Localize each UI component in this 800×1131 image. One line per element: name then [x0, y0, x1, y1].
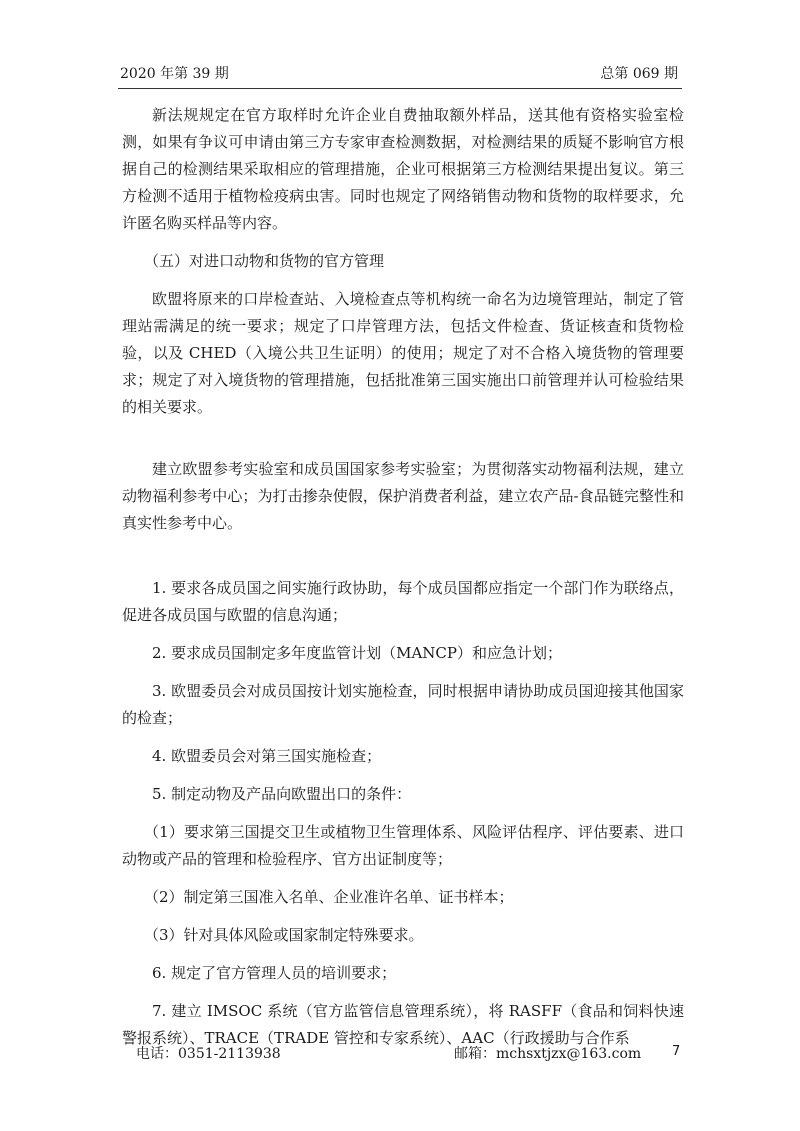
list-item-4: 4. 欧盟委员会对第三国实施检查； [152, 747, 382, 765]
paragraph-border-stations: 欧盟将原来的口岸检查站、入境检查点等机构统一命名为边境管理站，制定了管理站需满足的统一要求；规定了口岸管理方法，包括文件检查、货证核查和货物检验，以及 CHED（入境公共卫生证明）的使用；规定了对不合格入境货物的管理要求；规定了对入境货物的管理措施，包括批准第三国实施出口前管理并认可检验结果的相关要求。 [122, 290, 684, 416]
section-heading-import-management: （五）对进口动物和货物的官方管理 [144, 252, 385, 270]
page-header [118, 62, 682, 89]
email-label: 邮箱：mchsxtjzx@163.com [454, 1046, 642, 1062]
list-item-6: 6. 规定了官方管理人员的培训要求； [152, 964, 397, 982]
paragraph-sampling: 新法规规定在官方取样时允许企业自费抽取额外样品，送其他有资格实验室检测，如果有争议可申请由第三方专家审查检测数据，对检测结果的质疑不影响官方根据自己的检测结果采取相应的管理措施，企业可根据第三方检测结果提出复议。第三方检测不适用于植物检疫病虫害。同时也规定了网络销售动物和货物的取样要求，允许匿名购买样品等内容。 [122, 106, 684, 232]
list-item-2: 2. 要求成员国制定多年度监管计划（MANCP）和应急计划； [152, 644, 562, 662]
list-item-7: 7. 建立 IMSOC 系统（官方监管信息管理系统），将 RASFF（食品和饲料快速警报系统）、TRACE（TRADE 管控和专家系统）、AAC（行政援助与合作系 [122, 1002, 684, 1047]
sub-item-3: （3）针对具体风险或国家制定特殊要求。 [144, 926, 424, 944]
article-body [122, 102, 684, 1063]
sub-item-1: （1）要求第三国提交卫生或植物卫生管理体系、风险评估程序、评估要素、进口动物或产品的管理和检验程序、官方出证制度等； [122, 823, 684, 868]
phone-label: 电话：0351-2113938 [136, 1046, 281, 1062]
list-item-3: 3. 欧盟委员会对成员国按计划实施检查，同时根据申请协助成员国迎接其他国家的检查； [122, 682, 684, 727]
paragraph-reference-labs: 建立欧盟参考实验室和成员国国家参考实验室；为贯彻落实动物福利法规，建立动物福利参考中心；为打击掺杂使假，保护消费者利益，建立农产品-食品链完整性和真实性参考中心。 [122, 460, 684, 532]
list-item-5: 5. 制定动物及产品向欧盟出口的条件： [152, 785, 412, 803]
list-item-1: 1. 要求各成员国之间实施行政协助，每个成员国都应指定一个部门作为联络点，促进各成员国与欧盟的信息沟通； [122, 579, 684, 624]
page-number: 7 [672, 1044, 681, 1059]
total-issue-label: 总第 069 期 [600, 66, 678, 82]
issue-label: 2020 年第 39 期 [120, 66, 229, 82]
sub-item-2: （2）制定第三国准入名单、企业准许名单、证书样本； [144, 888, 514, 906]
